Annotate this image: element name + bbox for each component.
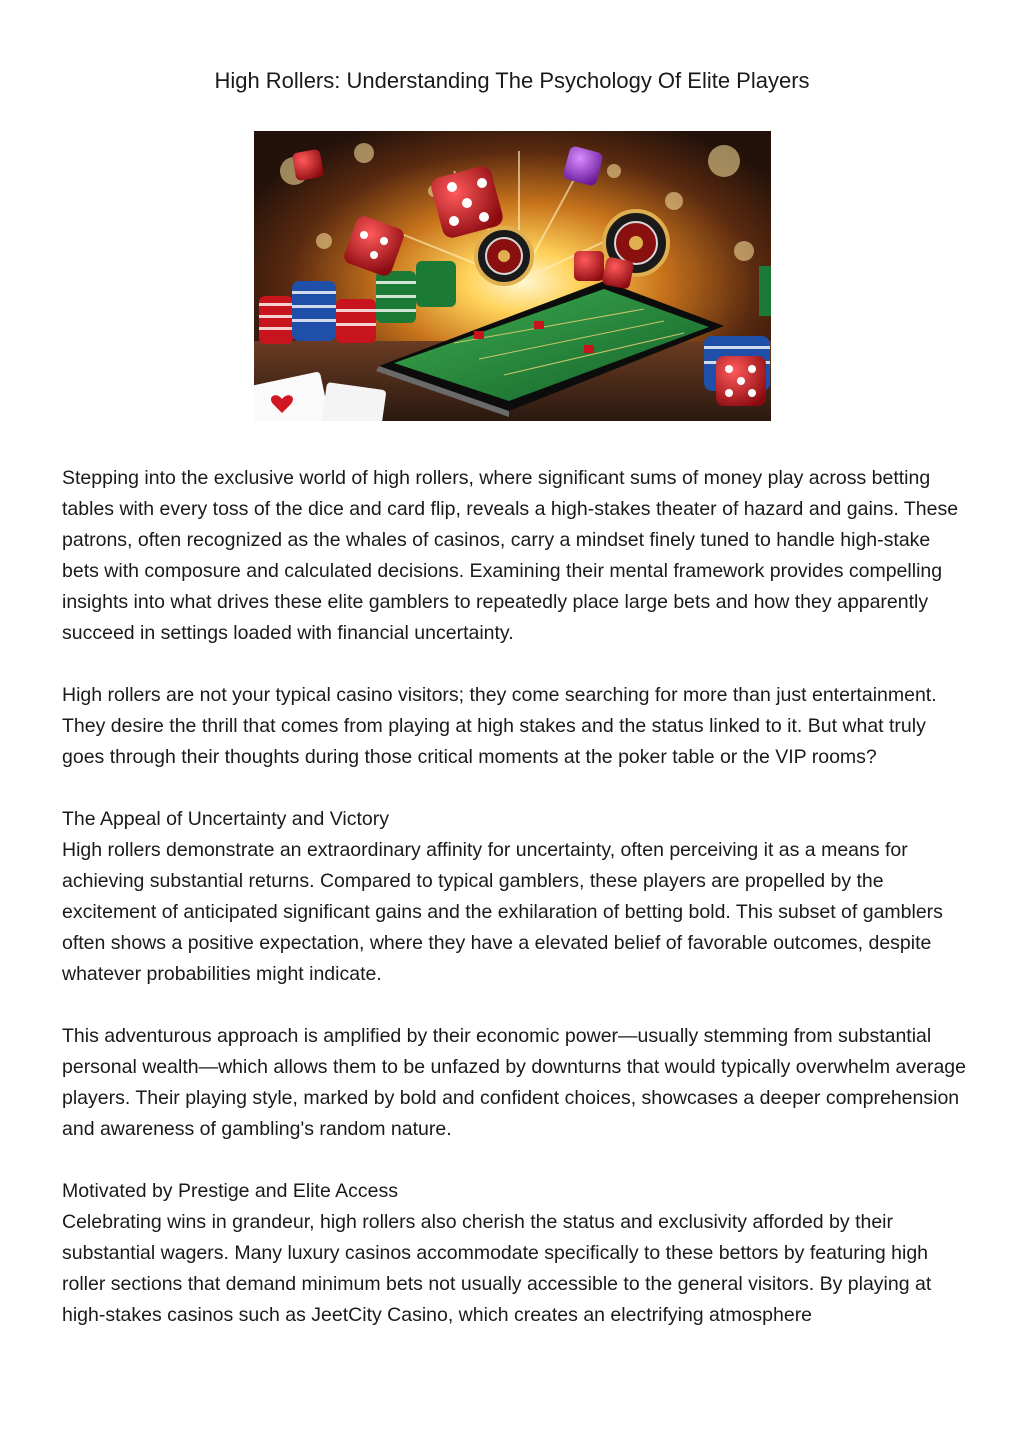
section-text: High rollers demonstrate an extraordinary affinity for uncertainty, often perceiving it as a means for achieving substantial returns. Compared to typical gamblers, these players are propelled by the excitement of anticipated significant gains and the exhilaration of betting bold. This subset of gamblers often shows a positive expectation, where they have a elevated belief of favorable outcomes, despite whatever probabilities might indicate. xyxy=(62,839,943,985)
paragraph-visitors: High rollers are not your typical casino visitors; they come searching for more than just entertainment. They desire the thrill that comes from playing at high stakes and the status linked to it. But what truly goes through their thoughts during those critical moments at the poker table or the VIP rooms? xyxy=(62,684,937,768)
section-uncertainty xyxy=(62,804,972,990)
paragraph-economic-power: This adventurous approach is amplified by their economic power—usually stemming from substantial personal wealth—which allows them to be unfazed by downturns that would typically overwhelm average players. Their playing style, marked by bold and confident choices, showcases a deeper comprehension and awareness of gambling's random nature. xyxy=(62,1025,966,1140)
article-body xyxy=(62,463,972,1362)
section-text: Celebrating wins in grandeur, high rollers also cherish the status and exclusivity afforded by their substantial wagers. Many luxury casinos accommodate specifically to these bettors by featuring high roller sections that demand minimum bets not usually accessible to the general visitors. By playing at high-stakes casinos such as JeetCity Casino, which creates an electrifying atmosphere xyxy=(62,1211,932,1326)
paragraph-intro: Stepping into the exclusive world of high rollers, where significant sums of money play across betting tables with every toss of the dice and card flip, reveals a high-stakes theater of hazard and gains. These patrons, often recognized as the whales of casinos, carry a mindset finely tuned to handle high-stake bets with composure and calculated decisions. Examining their mental framework provides compelling insights into what drives these elite gamblers to repeatedly place large bets and how they apparently succeed in settings loaded with financial uncertainty. xyxy=(62,467,959,644)
hero-image xyxy=(254,131,771,421)
section-heading: The Appeal of Uncertainty and Victory xyxy=(62,808,389,830)
section-prestige xyxy=(62,1176,972,1331)
section-heading: Motivated by Prestige and Elite Access xyxy=(62,1180,399,1202)
page-title: High Rollers: Understanding The Psychology Of Elite Players xyxy=(214,68,810,93)
